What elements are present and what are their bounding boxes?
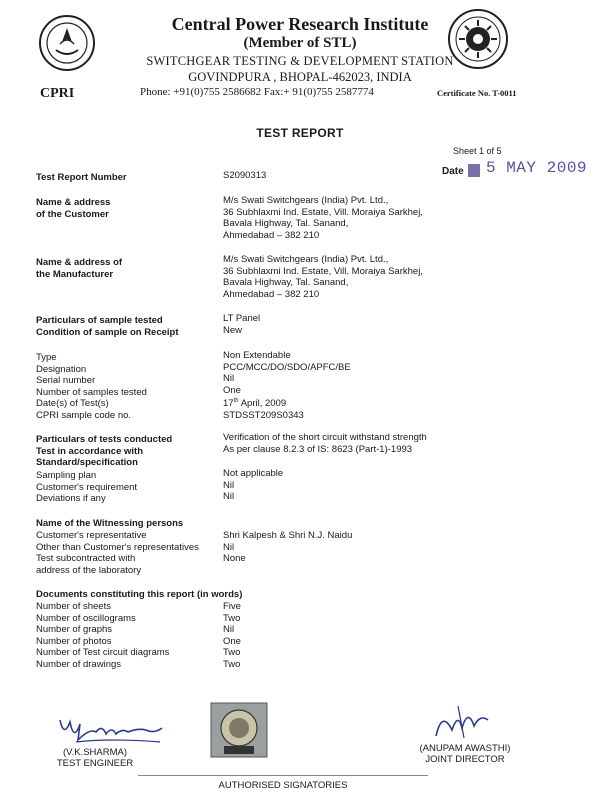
customer-label: Name & address of the Customer xyxy=(36,197,111,220)
particulars-value: LT Panel New xyxy=(223,313,261,336)
left-signatory-title: TEST ENGINEER xyxy=(56,758,134,769)
hologram-seal-icon xyxy=(210,702,268,758)
authorised-signatories: AUTHORISED SIGNATORIES xyxy=(218,780,348,791)
particulars-label: Particulars of sample tested Condition of sample on Receipt xyxy=(36,315,179,338)
witness-heading: Name of the Witnessing persons xyxy=(36,518,184,529)
witness-values: Shri Kalpesh & Shri N.J. Naidu Nil None xyxy=(223,530,353,564)
documents-heading: Documents constituting this report (in words) xyxy=(36,589,243,600)
report-number-value: S2090313 xyxy=(223,170,267,181)
date-stamp: 5 MAY 2009 xyxy=(486,159,588,177)
institute-phone: Phone: +91(0)755 2586682 Fax:+ 91(0)755 2587774 xyxy=(140,86,374,98)
report-title: TEST REPORT xyxy=(256,126,344,140)
sheet-number: Sheet 1 of 5 xyxy=(453,146,502,156)
institute-address: GOVINDPURA , BHOPAL-462023, INDIA xyxy=(188,70,412,84)
date-label: Date xyxy=(442,166,464,177)
plan-values: Not applicable Nil Nil xyxy=(223,468,284,502)
cpri-label: CPRI xyxy=(40,86,75,101)
institute-station: SWITCHGEAR TESTING & DEVELOPMENT STATION xyxy=(146,54,454,68)
customer-address: M/s Swati Switchgears (India) Pvt. Ltd., 36 Subhlaxmi Ind. Estate, Vill. Moraiya Sarkhej, Bavala Highway, Tal. Sanand, Ahmedabad – 382 210 xyxy=(223,195,423,241)
institute-name: Central Power Research Institute xyxy=(171,14,429,34)
signature-right-icon xyxy=(428,700,498,742)
sample-details-values: Non Extendable PCC/MCC/DO/SDO/APFC/BE Nil One 17th April, 2009 STDSST209S0343 xyxy=(223,350,351,421)
plan-labels: Sampling plan Customer's requirement Deviations if any xyxy=(36,470,138,504)
documents-values: Five Two Nil One Two Two xyxy=(223,601,241,670)
footer-divider xyxy=(138,775,428,776)
date-stamp-mark xyxy=(468,164,480,177)
certificate-number: Certificate No. T-0011 xyxy=(437,88,517,98)
manufacturer-address: M/s Swati Switchgears (India) Pvt. Ltd., 36 Subhlaxmi Ind. Estate, Vill. Moraiya Sarkhej, Bavala Highway, Tal. Sanand, Ahmedabad – 382 210 xyxy=(223,254,423,300)
tests-label: Particulars of tests conducted Test in accordance with Standard/specification xyxy=(36,434,173,468)
sample-details-labels: Type Designation Serial number Number of samples tested Date(s) of Test(s) CPRI sample code no. xyxy=(36,352,147,421)
witness-labels: Customer's representative Other than Customer's representatives Test subcontracted with address of the laboratory xyxy=(36,530,199,576)
manufacturer-label: Name & address of the Manufacturer xyxy=(36,257,123,280)
signature-left-icon xyxy=(50,708,170,748)
report-number-label: Test Report Number xyxy=(36,172,127,183)
right-signatory-name: (ANUPAM AWASTHI) xyxy=(419,743,511,754)
test-date: 17th April, 2009 xyxy=(223,398,287,410)
tests-value: Verification of the short circuit withstand strength As per clause 8.2.3 of IS: 8623 (Part-1)-1993 xyxy=(223,432,427,455)
documents-labels: Number of sheets Number of oscillograms Number of graphs Number of photos Number of Test circuit diagrams Number of drawings xyxy=(36,601,170,670)
left-signatory-name: (V.K.SHARMA) xyxy=(62,747,128,758)
institute-member: (Member of STL) xyxy=(243,35,357,51)
right-signatory-title: JOINT DIRECTOR xyxy=(425,754,505,765)
